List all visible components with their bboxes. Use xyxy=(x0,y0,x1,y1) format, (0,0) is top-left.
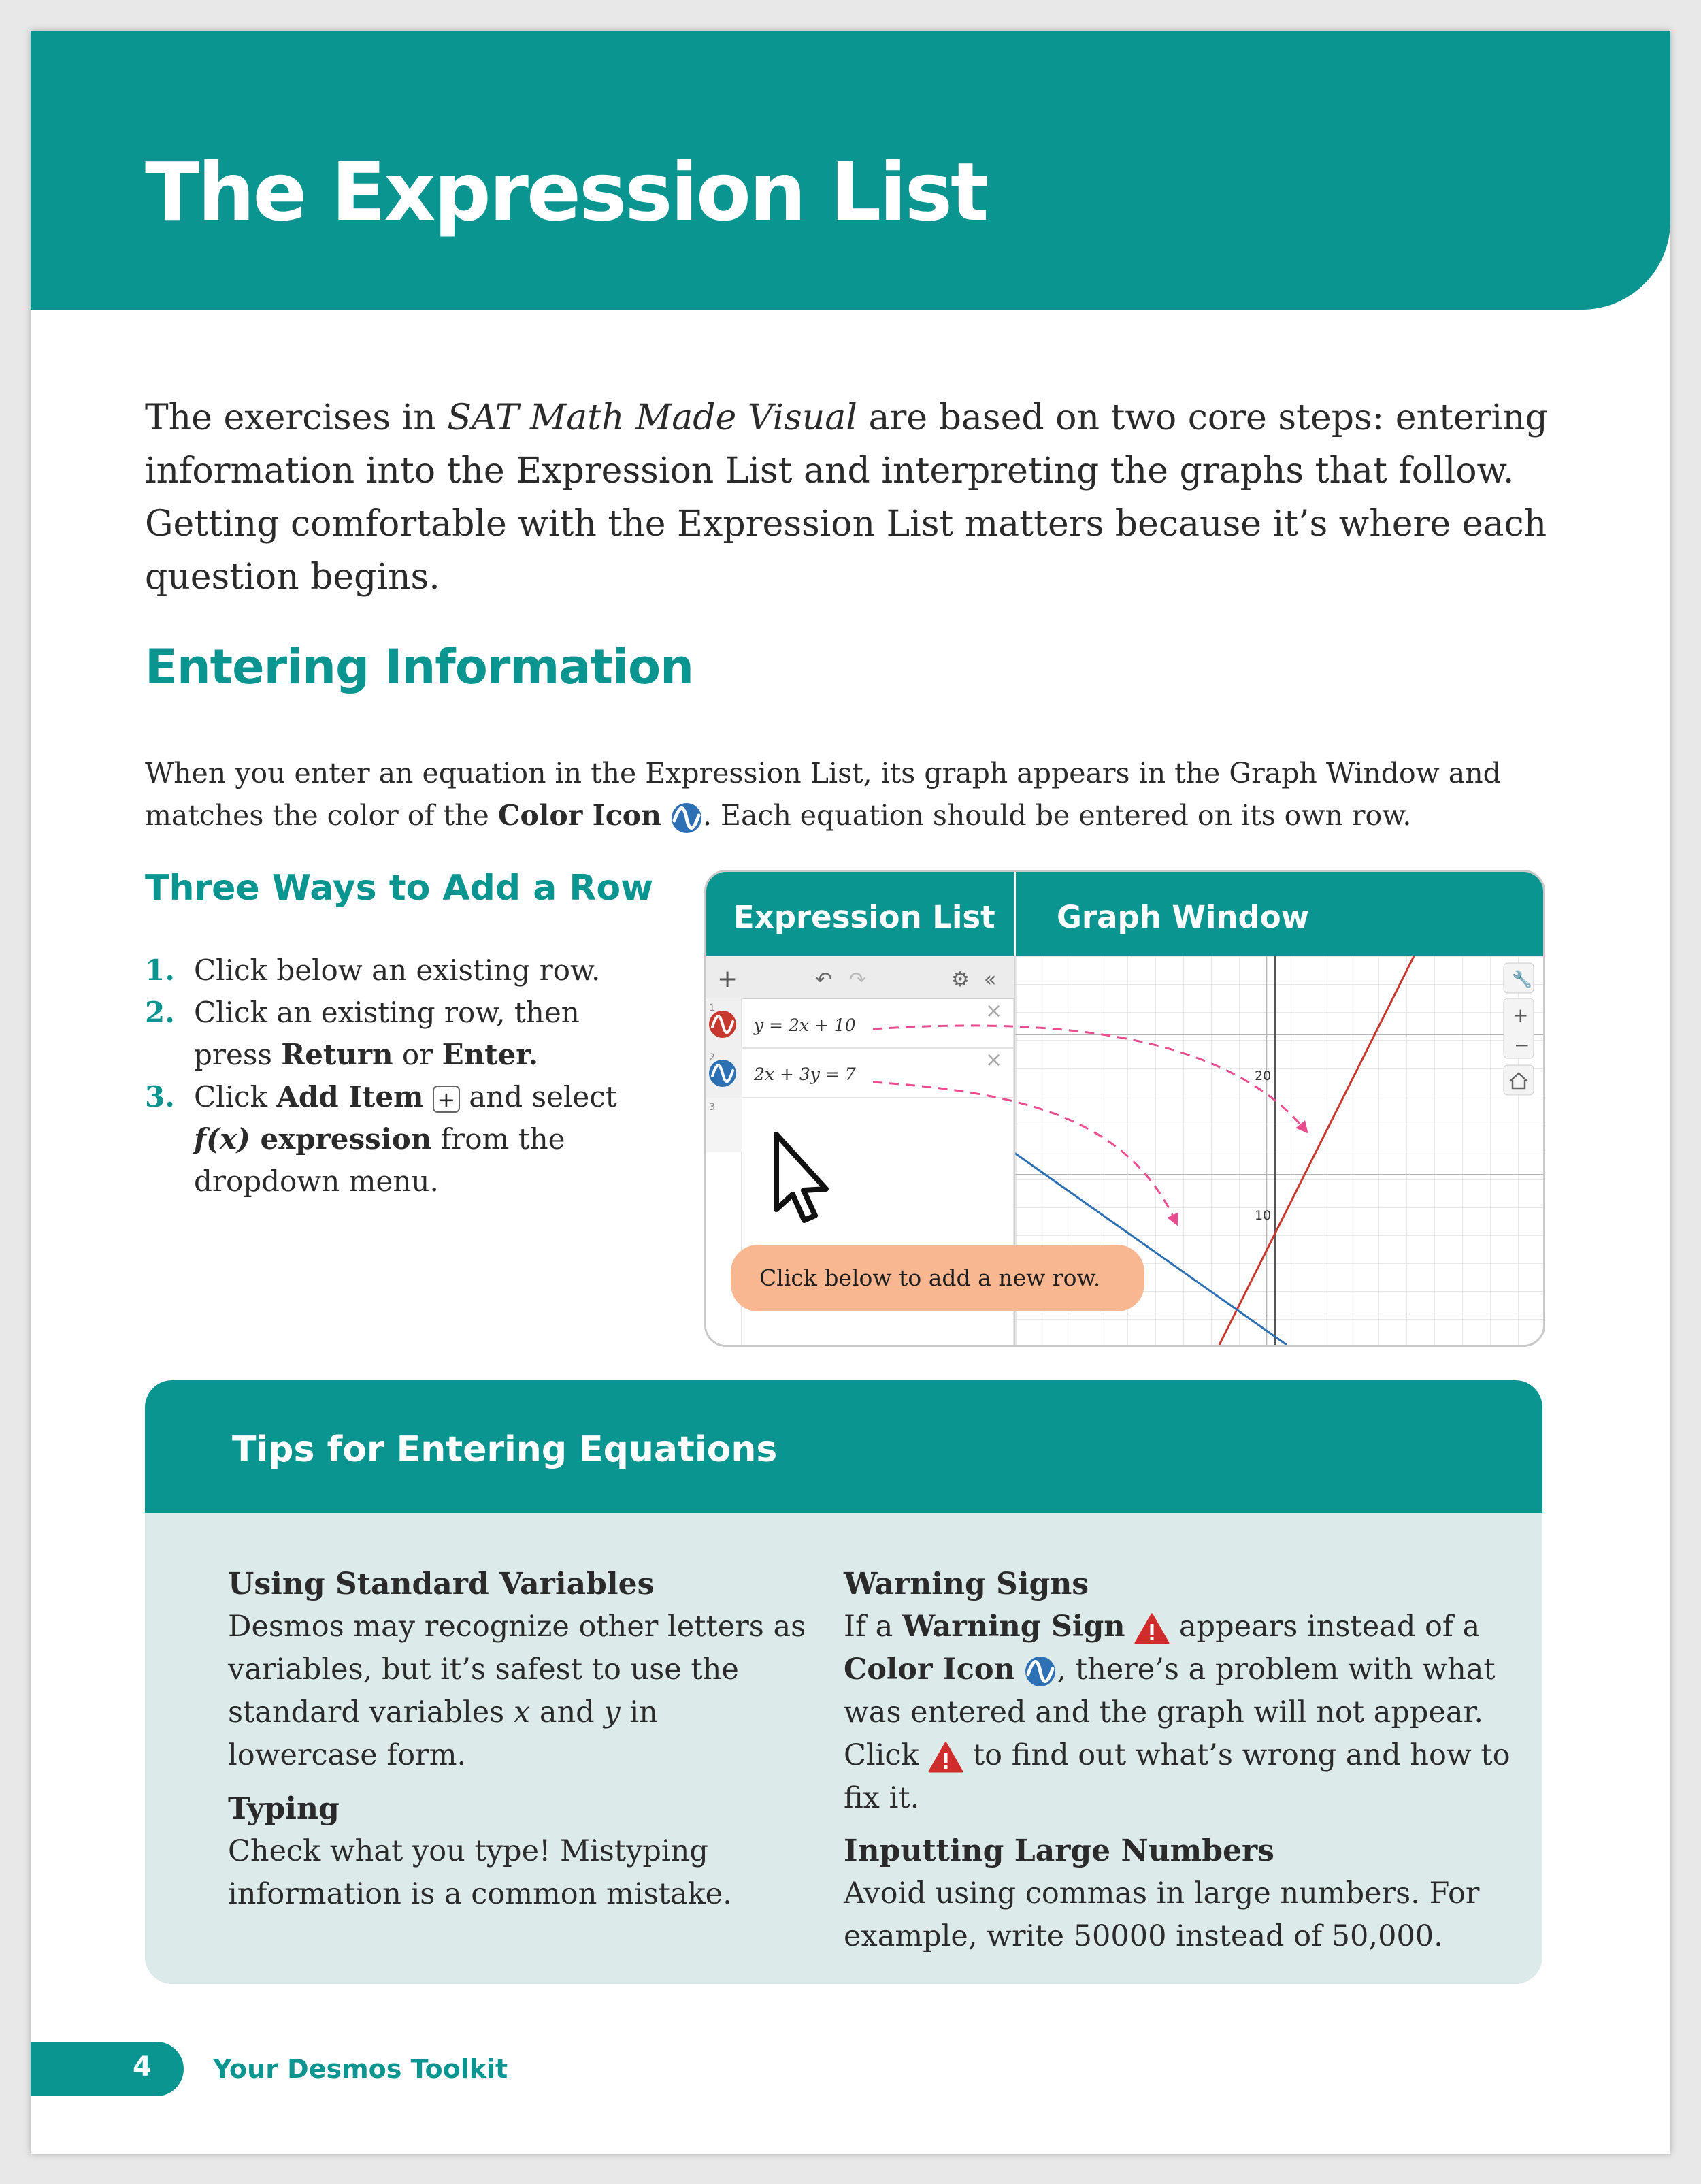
footer-title: Your Desmos Toolkit xyxy=(213,2054,508,2084)
tips-header xyxy=(145,1380,1542,1513)
row-index: 3 xyxy=(709,1102,715,1113)
zoom-out-icon[interactable]: − xyxy=(1514,1034,1530,1056)
page-number: 4 xyxy=(133,2051,152,2083)
list-item: 3. Click Add Item + and select f(x) expression from the dropdown menu. xyxy=(145,1080,617,1198)
collapse-icon[interactable]: « xyxy=(984,968,997,992)
redo-icon[interactable]: ↷ xyxy=(849,968,867,992)
empty-expression-row[interactable] xyxy=(706,1098,742,1152)
tips-heading: Tips for Entering Equations xyxy=(232,1429,778,1470)
tip-large-numbers: Inputting Large Numbers Avoid using commas in large numbers. For example, write 50000 instead of 50,000. xyxy=(844,1833,1480,1953)
expression-list-label: Expression List xyxy=(733,899,995,935)
entering-paragraph: When you enter an equation in the Expression List, its graph appears in the Graph Window and matches the color of the Color Icon . Each equation should be entered on its own row. xyxy=(145,752,1601,836)
color-icon xyxy=(670,802,703,834)
add-item-icon: + xyxy=(433,1086,460,1113)
warning-icon xyxy=(1134,1612,1170,1645)
zoom-in-icon[interactable]: + xyxy=(1513,1004,1529,1026)
delete-icon[interactable]: × xyxy=(985,999,1003,1023)
book-title-italic: SAT Math Made Visual xyxy=(447,397,857,438)
tick-label-10: 10 xyxy=(1255,1208,1272,1223)
undo-icon[interactable]: ↶ xyxy=(815,968,833,992)
expression-text[interactable]: 2x + 3y = 7 xyxy=(754,1064,856,1084)
delete-icon[interactable]: × xyxy=(985,1048,1003,1072)
row-index: 2 xyxy=(709,1052,715,1063)
header-divider xyxy=(1014,872,1016,956)
intro-paragraph: The exercises in SAT Math Made Visual are based on two core steps: entering information into the Expression List and interpreting the graphs that follow. Getting comfortable with the Expression List matters because it’s where each question begins. xyxy=(145,397,1548,598)
callout-add-row: Click below to add a new row. xyxy=(731,1245,1144,1311)
gear-icon[interactable]: ⚙ xyxy=(951,968,970,992)
page-title: The Expression List xyxy=(145,145,987,239)
page xyxy=(31,31,1670,2154)
header-banner xyxy=(31,31,1670,310)
add-row-heading: Three Ways to Add a Row xyxy=(145,868,654,909)
tips-box xyxy=(145,1380,1542,1984)
footer-page-tab xyxy=(31,2042,184,2096)
desmos-figure xyxy=(704,870,1545,1347)
graph-window-label: Graph Window xyxy=(1057,899,1310,935)
list-item: 1. Click below an existing row. xyxy=(145,954,601,987)
list-item: 2. Click an existing row, then press Return or Enter. xyxy=(145,996,580,1071)
row-index: 1 xyxy=(709,1003,715,1013)
expression-text[interactable]: y = 2x + 10 xyxy=(754,1015,856,1035)
tick-label-20: 20 xyxy=(1255,1069,1272,1083)
warning-icon xyxy=(928,1741,963,1774)
add-item-button[interactable]: + xyxy=(717,965,738,993)
add-row-steps xyxy=(145,949,662,1203)
wrench-icon: 🔧 xyxy=(1512,970,1532,989)
figure-header xyxy=(706,872,1543,956)
home-button[interactable] xyxy=(1504,1065,1534,1095)
section-heading: Entering Information xyxy=(145,639,693,695)
tip-warning-signs: Warning Signs If a Warning Sign appears instead of a Color Icon , there’s a problem with what was entered and the graph will not appear. Click to find out what’s wrong and how to fix it. xyxy=(844,1567,1510,1815)
color-icon xyxy=(1024,1655,1057,1688)
tip-standard-variables: Using Standard Variables Desmos may recognize other letters as variables, but it’s safest to use the standard variables x and y in lowercase form. xyxy=(228,1567,806,1772)
tip-typing: Typing Check what you type! Mistyping information is a common mistake. xyxy=(228,1791,732,1911)
